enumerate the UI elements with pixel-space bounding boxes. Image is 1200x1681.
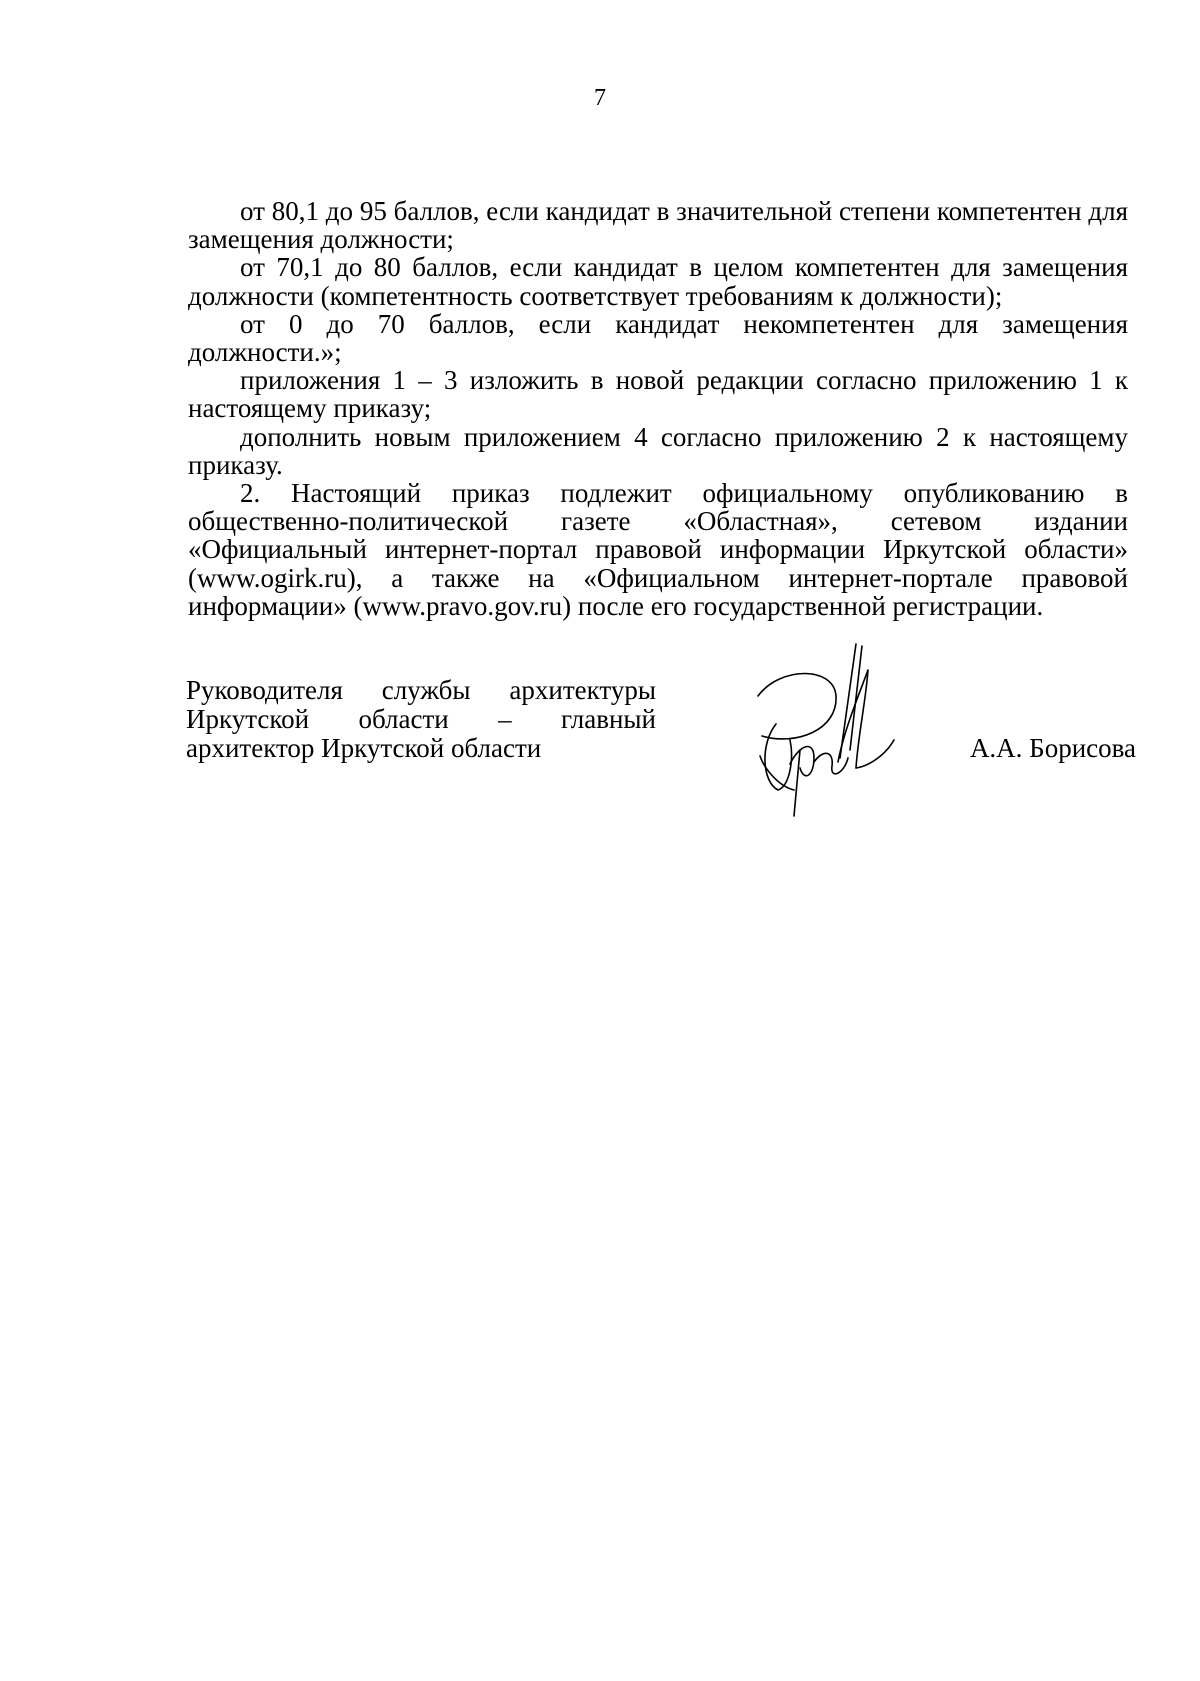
document-body <box>188 197 1128 620</box>
page-number: 7 <box>594 85 606 111</box>
paragraph-score-0-70: от 0 до 70 баллов, если кандидат некомпетентен для замещения должности.»; <box>188 308 1128 368</box>
paragraph-score-70-80: от 70,1 до 80 баллов, если кандидат в целом компетентен для замещения должности (компетентность соответствует требованиям к должности); <box>188 252 1128 311</box>
signatory-name: А.А. Борисова <box>969 733 1136 763</box>
paragraph-score-80-95: от 80,1 до 95 баллов, если кандидат в значительной степени компетентен для замещения должности; <box>188 196 1128 255</box>
paragraph-appendices-1-3: приложения 1 – 3 изложить в новой редакции согласно приложению 1 к настоящему приказу; <box>188 365 1128 424</box>
signatory-position-line: Руководителя службы архитектуры <box>186 675 656 705</box>
paragraph-appendix-4: дополнить новым приложением 4 согласно приложению 2 к настоящему приказу. <box>188 421 1128 480</box>
signatory-position-line: Иркутской области – главный <box>186 704 656 734</box>
paragraph-publication: 2. Настоящий приказ подлежит официальному опубликованию в общественно-политической газете «Областная», сетевом издании «Официальный интернет-портал правовой информации Иркутской области» (www.ogirk.ru), а также на «Официальном интернет-портале правовой информации» (www.pravo.gov.ru) после его государственной регистрации. <box>188 478 1128 621</box>
signatory-position <box>186 676 656 763</box>
handwritten-signature <box>730 640 930 820</box>
signatory-position-line: архитектор Иркутской области <box>186 733 542 763</box>
